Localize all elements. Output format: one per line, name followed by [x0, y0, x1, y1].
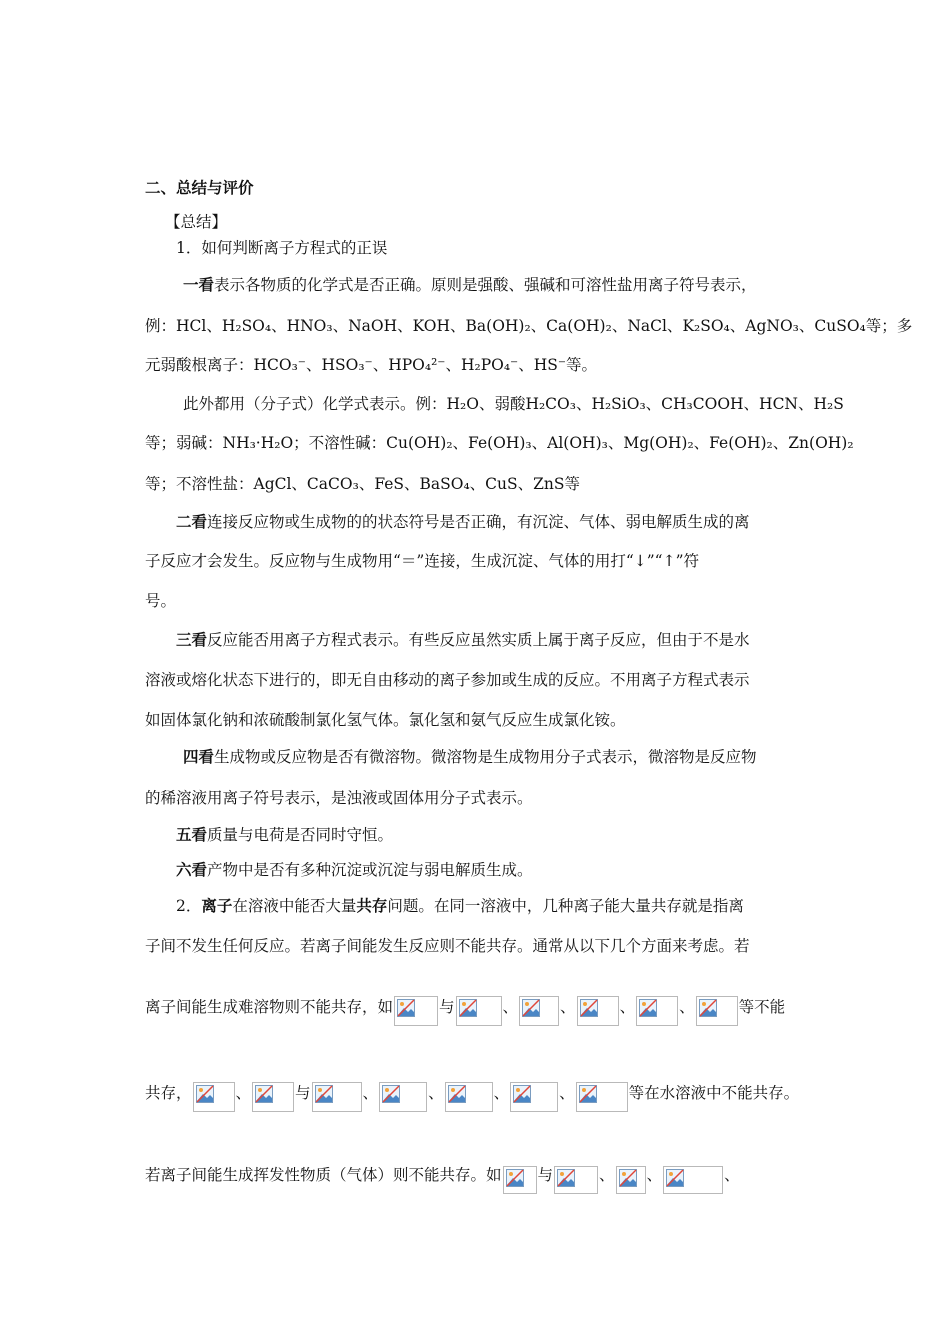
separator: 、 — [679, 998, 695, 1016]
paragraph-text: 连接反应物或生成物的的状态符号是否正确，有沉淀、气体、弱电解质生成的离 — [207, 513, 750, 531]
section-title: 二、总结与评价 — [145, 178, 254, 197]
separator: 、 — [619, 998, 636, 1016]
lead-word: 四看 — [183, 747, 215, 766]
item1-heading: 1．如何判断离子方程式的正误 — [176, 239, 388, 257]
paragraph-1 — [183, 274, 757, 296]
broken-image-icon — [696, 996, 738, 1026]
paragraph-16 — [176, 859, 533, 881]
paragraph-text: 反应能否用离子方程式表示。有些反应虽然实质上属于离子反应，但由于不是水 — [207, 631, 750, 649]
broken-image-icon — [519, 996, 559, 1026]
paragraph-text: 质量与电荷是否同时守恒。 — [207, 826, 394, 844]
separator: 与 — [537, 1166, 554, 1184]
separator: 、 — [559, 1084, 575, 1102]
paragraph-text: 产物中是否有多种沉淀或沉淀与弱电解质生成。 — [207, 861, 533, 879]
paragraph-text: 离子间能生成难溶物则不能共存，如 — [145, 998, 394, 1016]
separator: 、 — [560, 998, 576, 1016]
paragraph-19 — [145, 996, 785, 1026]
broken-image-icon — [193, 1082, 235, 1112]
broken-image-icon — [663, 1166, 723, 1194]
lead-word: 六看 — [176, 860, 208, 879]
separator: 、 — [428, 1084, 444, 1102]
paragraph-4: 此外都用（分子式）化学式表示。例：H₂O、弱酸H₂CO₃、H₂SiO₃、CH₃COOH、HCN、H₂S — [183, 395, 844, 413]
broken-image-icon — [379, 1082, 427, 1112]
lead-word: 五看 — [176, 825, 208, 844]
paragraph-13 — [183, 746, 757, 768]
lead-word: 一看 — [183, 275, 215, 294]
broken-image-icon — [510, 1082, 558, 1112]
paragraph-18: 子间不发生任何反应。若离子间能发生反应则不能共存。通常从以下几个方面来考虑。若 — [145, 937, 750, 955]
item-number: 2． — [176, 897, 202, 915]
paragraph-text: 问题。在同一溶液中，几种离子能大量共存就是指离 — [387, 897, 744, 915]
paragraph-text: 生成物或反应物是否有微溶物。微溶物是生成物用分子式表示，微溶物是反应物 — [214, 748, 757, 766]
separator: 、 — [362, 1084, 379, 1102]
paragraph-3: 元弱酸根离子：HCO₃⁻、HSO₃⁻、HPO₄²⁻、H₂PO₄⁻、HS⁻等。 — [145, 356, 598, 374]
broken-image-icon — [616, 1166, 646, 1194]
keyword: 共存 — [356, 896, 388, 915]
broken-image-icon — [394, 996, 438, 1026]
paragraph-12: 如固体氯化钠和浓硫酸制氯化氢气体。氯化氢和氨气反应生成氯化铵。 — [145, 711, 626, 729]
keyword: 离子 — [201, 896, 233, 915]
lead-word: 三看 — [176, 630, 208, 649]
paragraph-17 — [176, 895, 744, 917]
paragraph-5: 等；弱碱：NH₃·H₂O；不溶性碱：Cu(OH)₂、Fe(OH)₃、Al(OH)₃、Mg(OH)₂、Fe(OH)₂、Zn(OH)₂ — [145, 434, 854, 452]
broken-image-icon — [445, 1082, 493, 1112]
separator: 、 — [724, 1166, 740, 1184]
paragraph-15 — [176, 824, 393, 846]
paragraph-text: 若离子间能生成挥发性物质（气体）则不能共存。如 — [145, 1166, 502, 1184]
broken-image-icon — [636, 996, 678, 1026]
lead-word: 二看 — [176, 512, 208, 531]
paragraph-text: 等在水溶液中不能共存。 — [628, 1084, 800, 1102]
paragraph-text: 共存， — [145, 1084, 192, 1102]
paragraph-9: 号。 — [145, 592, 177, 610]
separator: 、 — [599, 1166, 615, 1184]
paragraph-text: 在溶液中能否大量 — [232, 897, 357, 915]
separator: 与 — [295, 1084, 311, 1102]
broken-image-icon — [577, 996, 619, 1026]
broken-image-icon — [503, 1166, 537, 1194]
summary-label: 【总结】 — [165, 213, 228, 231]
broken-image-icon — [554, 1166, 598, 1194]
separator: 、 — [493, 1084, 510, 1102]
paragraph-21 — [145, 1164, 740, 1194]
paragraph-14: 的稀溶液用离子符号表示，是浊液或固体用分子式表示。 — [145, 789, 533, 807]
paragraph-text: 表示各物质的化学式是否正确。原则是强酸、强碱和可溶性盐用离子符号表示， — [214, 276, 757, 294]
paragraph-2: 例：HCl、H₂SO₄、HNO₃、NaOH、KOH、Ba(OH)₂、Ca(OH)₂、NaCl、K₂SO₄、AgNO₃、CuSO₄等；多 — [145, 317, 913, 335]
paragraph-11: 溶液或熔化状态下进行的，即无自由移动的离子参加或生成的反应。不用离子方程式表示 — [145, 671, 750, 689]
paragraph-text: 等不能 — [738, 998, 786, 1016]
broken-image-icon — [312, 1082, 362, 1112]
broken-image-icon — [576, 1082, 628, 1112]
separator: 与 — [439, 998, 455, 1016]
paragraph-6: 等；不溶性盐：AgCl、CaCO₃、FeS、BaSO₄、CuS、ZnS等 — [145, 475, 581, 493]
separator: 、 — [235, 1084, 252, 1102]
separator: 、 — [646, 1166, 663, 1184]
broken-image-icon — [252, 1082, 294, 1112]
paragraph-7 — [176, 511, 750, 533]
broken-image-icon — [456, 996, 502, 1026]
paragraph-8: 子反应才会发生。反应物与生成物用“＝”连接，生成沉淀、气体的用打“↓”“↑”符 — [145, 552, 700, 570]
paragraph-10 — [176, 629, 750, 651]
paragraph-20 — [145, 1082, 799, 1112]
separator: 、 — [502, 998, 519, 1016]
